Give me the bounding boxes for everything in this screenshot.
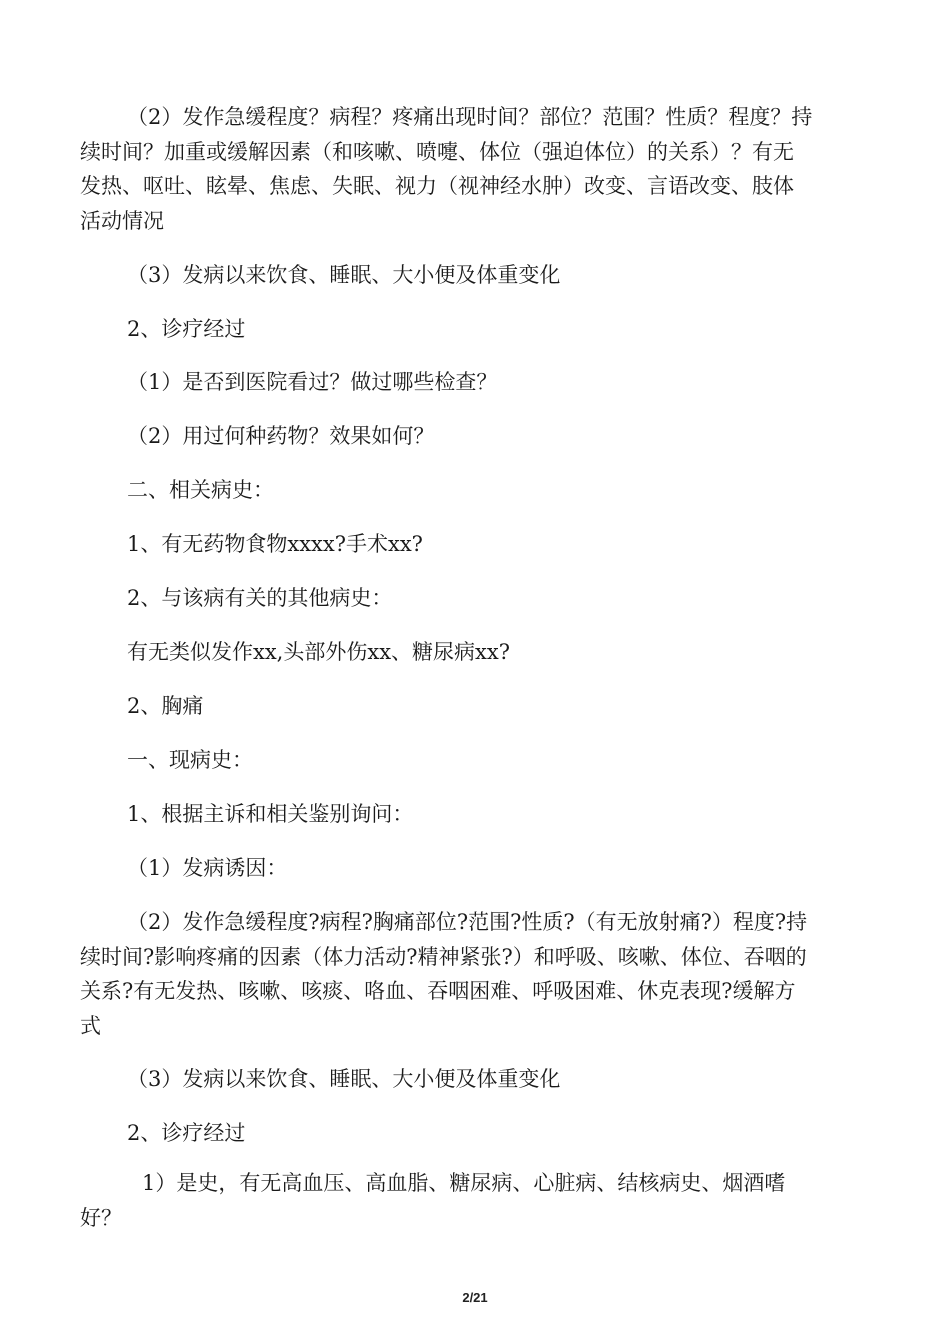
text-line: 续时间?影响疼痛的因素（体力活动?精神紧张?）和呼吸、咳嗽、体位、吞咽的: [80, 944, 807, 969]
text-line: （2）发作急缓程度?病程?胸痛部位?范围?性质?（有无放射痛?）程度?持: [127, 910, 808, 934]
paragraph-onset-headache: [80, 100, 860, 238]
paragraph-onset-chest-pain: [80, 905, 860, 1043]
heading-treatment-history: 2、诊疗经过: [127, 317, 246, 341]
text-line: 好？: [80, 1205, 122, 1230]
paragraph-diet-sleep-2: （3）发病以来饮食、睡眠、大小便及体重变化: [127, 1067, 561, 1091]
text-line: 式: [80, 1013, 101, 1038]
paragraph-hospital-visit: （1）是否到医院看过？做过哪些检查？: [127, 370, 498, 394]
page-number: 2/21: [462, 1290, 488, 1305]
text-line: 关系?有无发热、咳嗽、咳痰、咯血、吞咽困难、呼吸困难、休克表现?缓解方: [80, 979, 796, 1003]
paragraph-other-history: 2、与该病有关的其他病史：: [127, 586, 393, 610]
heading-related-history: 二、相关病史：: [127, 478, 274, 502]
text-line: （2）发作急缓程度？病程？疼痛出现时间？部位？范围？性质？程度？持: [127, 105, 813, 129]
heading-present-illness: 一、现病史：: [127, 748, 253, 772]
text-line: 1）是史，有无高血压、高血脂、糖尿病、心脏病、结核病史、烟酒嗜: [142, 1171, 786, 1195]
text-line: 续时间？加重或缓解因素（和咳嗽、喷嚏、体位（强迫体位）的关系）？有无: [80, 139, 794, 164]
paragraph-allergy-surgery: 1、有无药物食物xxxx?手术xx?: [127, 532, 423, 556]
paragraph-similar-episodes: 有无类似发作xx,头部外伤xx、糖尿病xx?: [127, 640, 510, 664]
text-line: 活动情况: [80, 208, 164, 233]
paragraph-chief-complaint: 1、根据主诉和相关鉴别询问：: [127, 802, 414, 826]
paragraph-medication: （2）用过何种药物？效果如何？: [127, 424, 435, 448]
paragraph-trigger: （1）发病诱因：: [127, 856, 288, 880]
paragraph-past-history: [80, 1166, 860, 1235]
text-line: 发热、呕吐、眩晕、焦虑、失眠、视力（视神经水肿）改变、言语改变、肢体: [80, 174, 794, 198]
heading-treatment-history-2: 2、诊疗经过: [127, 1121, 246, 1145]
heading-chest-pain: 2、胸痛: [127, 694, 204, 718]
paragraph-diet-sleep: （3）发病以来饮食、睡眠、大小便及体重变化: [127, 263, 561, 287]
